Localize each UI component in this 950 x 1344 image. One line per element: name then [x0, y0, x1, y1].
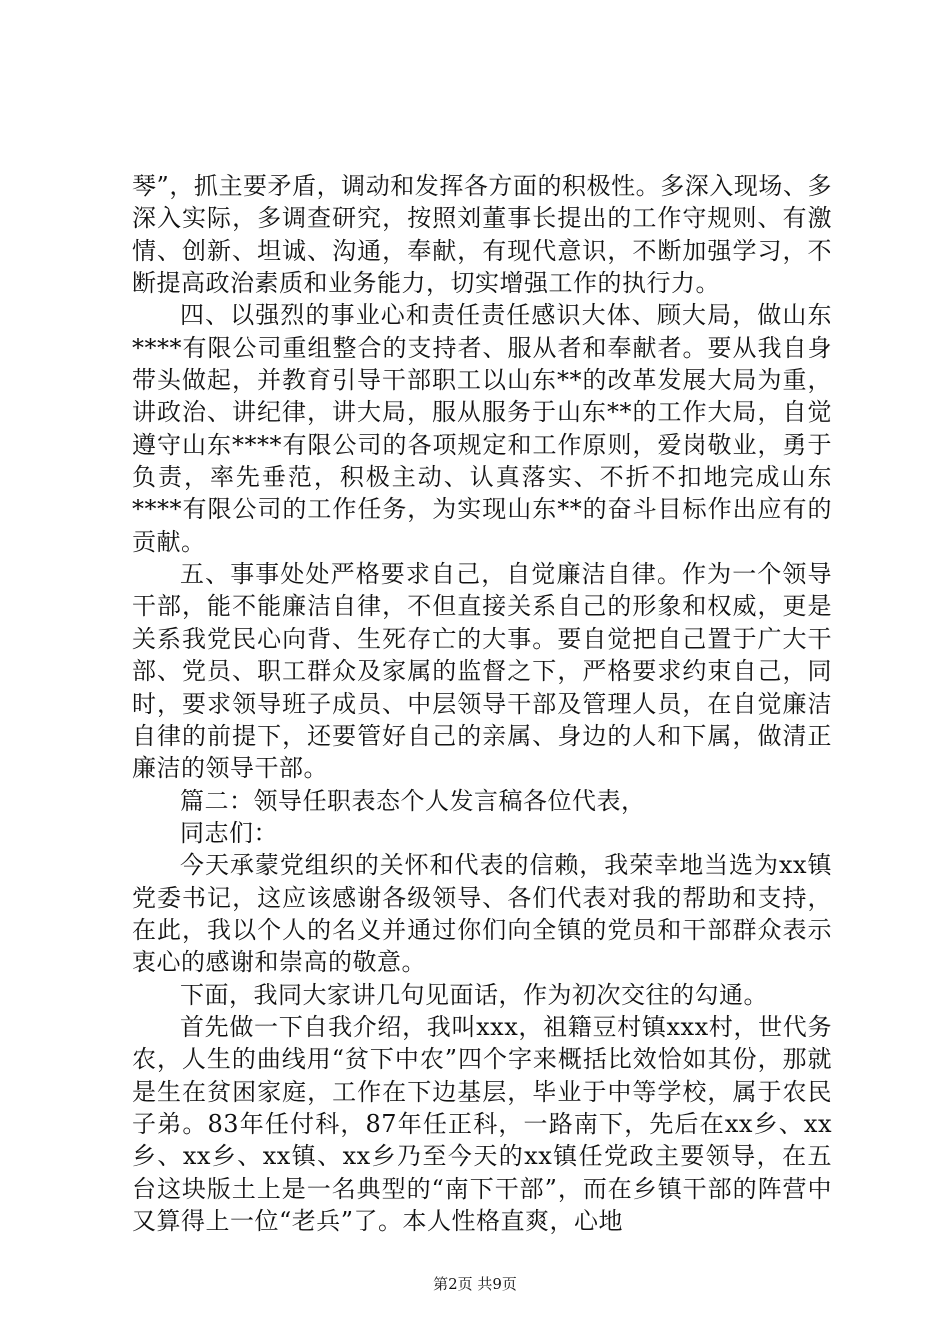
document-body: [132, 170, 832, 1237]
paragraph-self-introduction: 首先做一下自我介绍，我叫xxx，祖籍豆村镇xxx村，世代务农，人生的曲线用“贫下中农”四个字来概括比效恰如其份，那就是生在贫困家庭，工作在下边基层，毕业于中等学校，属于农民子弟。83年任付科，87年任正科，一路南下，先后在xx乡、xx乡、xx乡、xx镇、xx乡乃至今天的xx镇任党政主要领导，在五台这块版土上是一名典型的“南下干部”，而在乡镇干部的阵营中又算得上一位“老兵”了。本人性格直爽，心地: [132, 1012, 832, 1235]
paragraph-introduction-line: 下面，我同大家讲几句见面话，作为初次交往的勾通。: [180, 980, 768, 1009]
paragraph-salutation: 同志们：: [180, 818, 278, 847]
page-number-footer: 第2页 共9页: [433, 1275, 517, 1293]
paragraph-continuation: 琴”，抓主要矛盾，调动和发挥各方面的积极性。多深入现场、多深入实际，多调查研究，按照刘董事长提出的工作守规则、有激情、创新、坦诚、沟通，奉献，有现代意识，不断加强学习，不断提高政治素质和业务能力，切实增强工作的执行力。: [132, 172, 832, 298]
paragraph-article-two-heading: 篇二：领导任职表态个人发言稿各位代表，: [180, 786, 646, 815]
paragraph-section-four: 四、以强烈的事业心和责任责任感识大体、顾大局，做山东****有限公司重组整合的支持者、服从者和奉献者。要从我自身带头做起，并教育引导干部职工以山东**的改革发展大局为重，讲政治、讲纪律，讲大局，服从服务于山东**的工作大局，自觉遵守山东****有限公司的各项规定和工作原则，爱岗敬业，勇于负责，率先垂范，积极主动、认真落实、不折不扣地完成山东****有限公司的工作任务，为实现山东**的奋斗目标作出应有的贡献。: [132, 301, 832, 556]
paragraph-section-five: 五、事事处处严格要求自己，自觉廉洁自律。作为一个领导干部，能不能廉洁自律，不但直接关系自己的形象和权威，更是关系我党民心向背、生死存亡的大事。要自觉把自己置于广大干部、党员、职工群众及家属的监督之下，严格要求约束自己，同时，要求领导班子成员、中层领导干部及管理人员，在自觉廉洁自律的前提下，还要管好自己的亲属、身边的人和下属，做清正廉洁的领导干部。: [132, 560, 832, 783]
paragraph-thanks: 今天承蒙党组织的关怀和代表的信赖，我荣幸地当选为xx镇党委书记，这应该感谢各级领导、各们代表对我的帮助和支持，在此，我以个人的名义并通过你们向全镇的党员和干部群众表示衷心的感谢和崇高的敬意。: [132, 851, 832, 977]
